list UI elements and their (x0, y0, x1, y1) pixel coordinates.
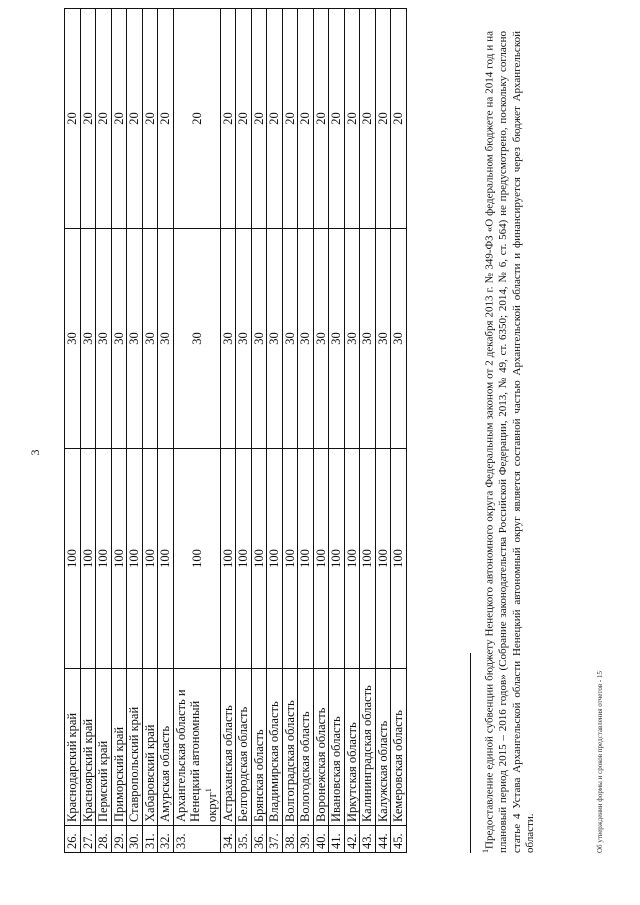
value-col-1: 100 (329, 449, 345, 669)
value-col-3: 20 (158, 9, 174, 229)
form-note: Об утверждении формы и сроков представления отчетов - 15 (596, 671, 604, 853)
value-col-2: 30 (158, 229, 174, 449)
row-number: 26. (65, 826, 81, 853)
value-col-2: 30 (173, 229, 220, 449)
row-number: 43. (360, 826, 376, 853)
value-col-3: 20 (142, 9, 158, 229)
value-col-2: 30 (282, 229, 298, 449)
page-number: 3 (28, 449, 42, 456)
row-number: 39. (298, 826, 314, 853)
value-col-2: 30 (111, 229, 127, 449)
value-col-1: 100 (360, 449, 376, 669)
region-name: Краснодарский край (65, 669, 81, 826)
value-col-3: 20 (282, 9, 298, 229)
value-col-3: 20 (391, 9, 407, 229)
table-row (329, 9, 345, 853)
row-number: 33. (173, 826, 220, 853)
subvention-table (64, 8, 407, 853)
table-row (391, 9, 407, 853)
row-number: 29. (111, 826, 127, 853)
footnote (470, 31, 538, 853)
value-col-1: 100 (251, 449, 267, 669)
value-col-3: 20 (298, 9, 314, 229)
region-name: Хабаровский край (142, 669, 158, 826)
table-row (127, 9, 143, 853)
value-col-1: 100 (158, 449, 174, 669)
row-number: 34. (220, 826, 236, 853)
region-name: Ивановская область (329, 669, 345, 826)
region-name: Пермский край (96, 669, 112, 826)
row-number: 27. (80, 826, 96, 853)
value-col-2: 30 (236, 229, 252, 449)
value-col-3: 20 (96, 9, 112, 229)
row-number: 37. (267, 826, 283, 853)
table-body (65, 9, 407, 853)
table-row (158, 9, 174, 853)
value-col-3: 20 (267, 9, 283, 229)
region-name: Владимирская область (267, 669, 283, 826)
footnote-ref: 1 (203, 788, 213, 793)
table-row (111, 9, 127, 853)
row-number: 32. (158, 826, 174, 853)
value-col-2: 30 (96, 229, 112, 449)
table-row (375, 9, 391, 853)
value-col-3: 20 (236, 9, 252, 229)
region-name (173, 669, 220, 826)
value-col-3: 20 (65, 9, 81, 229)
value-col-3: 20 (375, 9, 391, 229)
value-col-2: 30 (329, 229, 345, 449)
table-row (142, 9, 158, 853)
table-row (236, 9, 252, 853)
value-col-1: 100 (391, 449, 407, 669)
row-number: 42. (344, 826, 360, 853)
value-col-2: 30 (267, 229, 283, 449)
region-name: Воронежская область (313, 669, 329, 826)
region-name: Брянская область (251, 669, 267, 826)
region-name: Приморский край (111, 669, 127, 826)
value-col-3: 20 (80, 9, 96, 229)
region-name: Калужская область (375, 669, 391, 826)
value-col-1: 100 (96, 449, 112, 669)
value-col-1: 100 (127, 449, 143, 669)
table-row (267, 9, 283, 853)
value-col-1: 100 (313, 449, 329, 669)
value-col-2: 30 (251, 229, 267, 449)
table-row (298, 9, 314, 853)
region-name: Астраханская область (220, 669, 236, 826)
row-number: 31. (142, 826, 158, 853)
value-col-2: 30 (313, 229, 329, 449)
value-col-1: 100 (236, 449, 252, 669)
row-number: 35. (236, 826, 252, 853)
row-number: 45. (391, 826, 407, 853)
region-name: Красноярский край (80, 669, 96, 826)
region-name: Волгоградская область (282, 669, 298, 826)
region-name: Иркутская область (344, 669, 360, 826)
value-col-2: 30 (391, 229, 407, 449)
table-row (313, 9, 329, 853)
value-col-2: 30 (65, 229, 81, 449)
row-number: 30. (127, 826, 143, 853)
value-col-1: 100 (298, 449, 314, 669)
table-row (96, 9, 112, 853)
row-number: 40. (313, 826, 329, 853)
value-col-3: 20 (313, 9, 329, 229)
table-row (251, 9, 267, 853)
value-col-3: 20 (111, 9, 127, 229)
table-row (220, 9, 236, 853)
row-number: 28. (96, 826, 112, 853)
value-col-3: 20 (220, 9, 236, 229)
value-col-1: 100 (220, 449, 236, 669)
footnote-marker: 1 (481, 849, 490, 853)
value-col-2: 30 (360, 229, 376, 449)
table-row (65, 9, 81, 853)
region-name-text: Архангельская область и Ненецкий автономный округ (173, 689, 219, 822)
value-col-2: 30 (375, 229, 391, 449)
value-col-1: 100 (173, 449, 220, 669)
value-col-1: 100 (65, 449, 81, 669)
value-col-2: 30 (298, 229, 314, 449)
value-col-1: 100 (282, 449, 298, 669)
value-col-3: 20 (329, 9, 345, 229)
value-col-2: 30 (142, 229, 158, 449)
value-col-1: 100 (267, 449, 283, 669)
region-name: Калининградская область (360, 669, 376, 826)
value-col-2: 30 (80, 229, 96, 449)
value-col-1: 100 (111, 449, 127, 669)
region-name: Кемеровская область (391, 669, 407, 826)
region-name: Вологодская область (298, 669, 314, 826)
value-col-1: 100 (80, 449, 96, 669)
value-col-1: 100 (375, 449, 391, 669)
value-col-3: 20 (173, 9, 220, 229)
row-number: 44. (375, 826, 391, 853)
region-name: Ставропольский край (127, 669, 143, 826)
table-row (344, 9, 360, 853)
value-col-3: 20 (344, 9, 360, 229)
value-col-3: 20 (251, 9, 267, 229)
value-col-2: 30 (344, 229, 360, 449)
row-number: 38. (282, 826, 298, 853)
value-col-1: 100 (344, 449, 360, 669)
table-row (360, 9, 376, 853)
footnote-rule (470, 653, 471, 853)
row-number: 41. (329, 826, 345, 853)
value-col-3: 20 (127, 9, 143, 229)
table-row (80, 9, 96, 853)
region-name: Белгородская область (236, 669, 252, 826)
region-name: Амурская область (158, 669, 174, 826)
value-col-3: 20 (360, 9, 376, 229)
table-row (282, 9, 298, 853)
value-col-2: 30 (127, 229, 143, 449)
row-number: 36. (251, 826, 267, 853)
value-col-2: 30 (220, 229, 236, 449)
value-col-1: 100 (142, 449, 158, 669)
table-row (173, 9, 220, 853)
footnote-text: Предоставление единой субвенции бюджету Ненецкого автономного округа Федеральным законом от 2 декабря 2013 г. № 349-ФЗ «О федеральном бюджете на 2014 год и на плановый период 2015 – 2016 годов» (Собрание законодательства Российской Федерации, 2013, № 49, ст. 6350; 2014, № 6, ст. 564) не предусмотрено, поскольку согласно статье 4 Устава Архангельской области Ненецкий автономный округ является составной частью Архангельской области и финансируется через бюджет Архангельской области. (483, 31, 537, 853)
